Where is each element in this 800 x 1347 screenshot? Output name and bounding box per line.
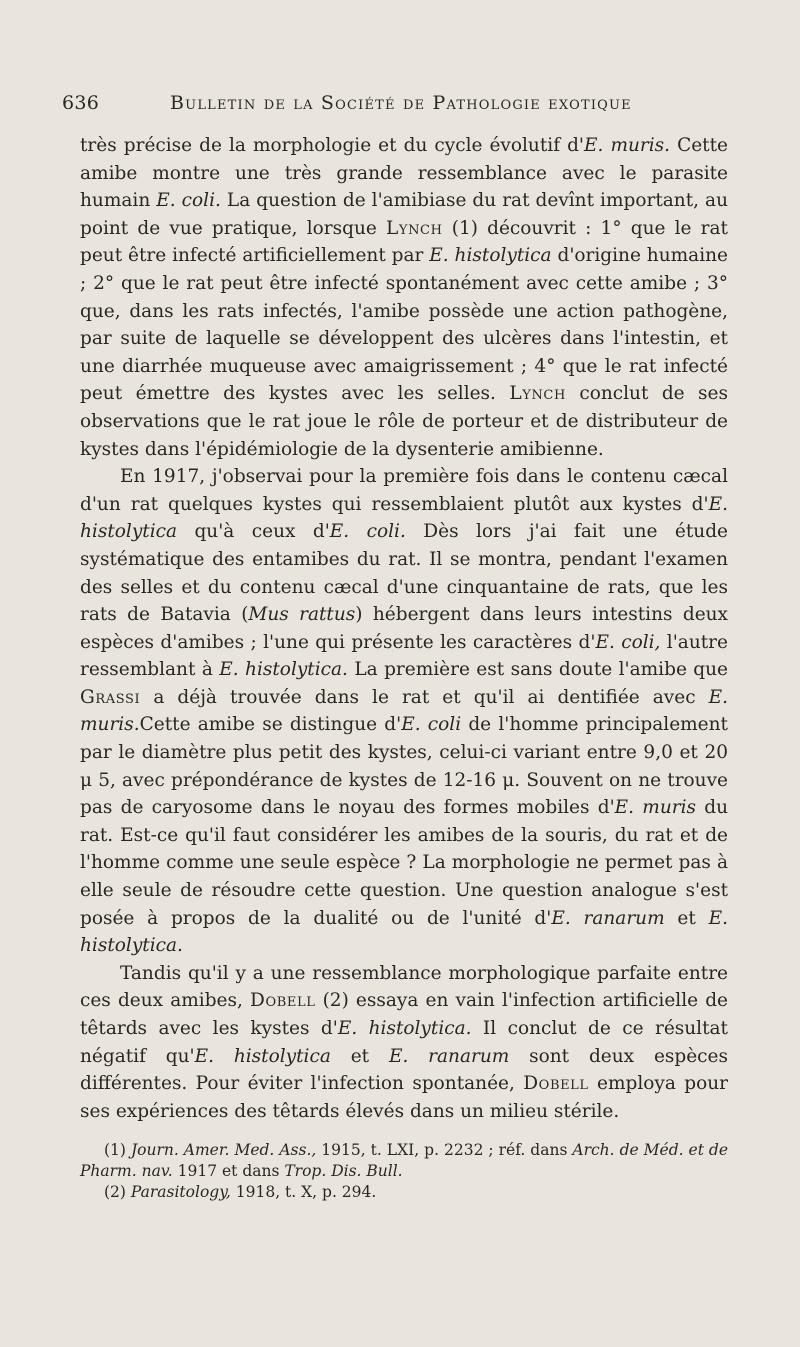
italic-run: E. coli, bbox=[595, 631, 661, 653]
text-run: En 1917, j'observai pour la première fois dans le contenu cæcal d'un rat quelques kystes qui ressemblaient plutôt aux kystes d' bbox=[80, 466, 728, 515]
text-run: (1) découvrit : 1° que le rat peut être infecté artificiellement par bbox=[80, 217, 728, 267]
text-run: d'origine humaine ; 2° que le rat peut être infecté spontanément avec cette amibe ; 3° que, dans les rats infectés, l'amibe possède une action pathogène, par suite de laquelle se développent des ulcères dans l'intestin, et une diarrhée muqueuse avec amaigrissement ; 4° que le rat infecté peut émettre des kystes avec les selles. bbox=[80, 245, 728, 405]
italic-run: Mus rattus bbox=[248, 604, 356, 626]
text-run: conclut de ses observations que le rat joue le rôle de porteur et de distributeur de kystes dans l'épidémiologie de la dysenterie amibienne. bbox=[80, 383, 728, 460]
text-run: du rat. Est-ce qu'il faut considérer les amibes de la souris, du rat et de l'homme comme une seule espèce ? La morphologie ne permet pas à elle seule de résoudre cette question. Une question analogue s'est posée à propos de la dualité ou de l'unité d' bbox=[80, 797, 728, 929]
text-run: (2) essaya en vain l'infection artificielle de têtards avec les kystes d' bbox=[80, 990, 729, 1039]
footnotes bbox=[80, 1140, 728, 1203]
text-run: 1918, t. X, p. 294. bbox=[230, 1183, 377, 1201]
italic-run: E. histolytica. bbox=[219, 659, 348, 681]
author-name: Dobell bbox=[523, 1073, 589, 1095]
text-run: La première est sans doute l'amibe que bbox=[347, 659, 728, 681]
italic-run: E. histolytica. bbox=[80, 907, 728, 957]
text-run: qu'à ceux d' bbox=[177, 521, 330, 543]
italic-run: E. histolytica bbox=[194, 1045, 331, 1067]
italic-run: E. histolytica bbox=[429, 245, 552, 267]
author-name: Grassi bbox=[80, 686, 141, 708]
text-run: Cette amibe se distingue d' bbox=[139, 714, 402, 736]
paragraph-1 bbox=[80, 132, 728, 463]
text-run: très précise de la morphologie et du cycle évolutif d' bbox=[80, 135, 585, 156]
italic-run: E. coli. bbox=[156, 190, 221, 212]
main-text bbox=[80, 132, 728, 1125]
paragraph-2 bbox=[80, 463, 728, 960]
journal-title: Bulletin de la Société de Pathologie exotique bbox=[170, 92, 632, 114]
italic-run: E. muris bbox=[614, 797, 696, 819]
author-name: Lynch bbox=[509, 383, 566, 405]
footnote-marker: (1) bbox=[104, 1141, 131, 1159]
italic-run: E. histolytica bbox=[80, 493, 728, 543]
text-run: sont deux espèces différentes. Pour éviter l'infection spontanée, bbox=[80, 1045, 728, 1095]
author-name: Dobell bbox=[250, 990, 316, 1012]
text-run: ) hébergent dans leurs intestins deux espèces d'amibes ; l'une qui présente les caractères d' bbox=[80, 604, 728, 653]
page-number: 636 bbox=[62, 92, 100, 114]
italic-run: Parasitology, bbox=[130, 1183, 231, 1201]
text-run: Cette amibe montre une très grande ressemblance avec le parasite humain bbox=[80, 135, 728, 212]
text-run: 1915, t. LXI, p. 2232 ; réf. dans bbox=[316, 1141, 573, 1159]
italic-run: E. ranarum bbox=[388, 1045, 510, 1067]
text-run: Il conclut de ce résultat négatif qu' bbox=[80, 1018, 728, 1067]
author-name: Lynch bbox=[386, 217, 443, 239]
text-run: 1917 et dans bbox=[172, 1162, 285, 1180]
text-run: et bbox=[664, 907, 709, 929]
running-header bbox=[62, 92, 752, 114]
italic-run: E. coli bbox=[401, 714, 462, 736]
italic-run: Trop. Dis. Bull. bbox=[284, 1162, 403, 1180]
italic-run: E. ranarum bbox=[551, 907, 665, 929]
italic-run: Journ. Amer. Med. Ass., bbox=[130, 1141, 317, 1159]
italic-run: E. histolytica. bbox=[337, 1018, 472, 1039]
text-run: de l'homme principalement par le diamètre plus petit des kystes, celui-ci variant entre 9,0 et 20 μ 5, avec prépondérance de kystes de 12-16 μ. Souvent on ne trouve pas de caryosome dans le noyau des formes mobiles d' bbox=[80, 714, 728, 819]
paragraph-3 bbox=[80, 960, 728, 1126]
text-run: l'autre ressemblant à bbox=[80, 631, 728, 681]
text-run: a déjà trouvée dans le rat et qu'il ai dentifiée avec bbox=[140, 686, 709, 708]
text-run: Tandis qu'il y a une ressemblance morphologique parfaite entre ces deux amibes, bbox=[80, 962, 728, 1012]
footnote-1 bbox=[80, 1140, 728, 1182]
text-run: Dès lors j'ai fait une étude systématique des entamibes du rat. Il se montra, pendant l'examen des selles et du contenu cæcal d'une cinquantaine de rats, que les rats de Batavia ( bbox=[80, 521, 729, 626]
text-run: et bbox=[330, 1045, 389, 1067]
text-run: employa pour ses expériences des têtards élevés dans un milieu stérile. bbox=[80, 1073, 729, 1122]
text-run: La question de l'amibiase du rat devînt important, au point de vue pratique, lorsque bbox=[80, 190, 728, 239]
italic-run: E. coli. bbox=[329, 521, 406, 543]
italic-run: E. muris. bbox=[584, 135, 671, 156]
italic-run: E. muris. bbox=[80, 686, 728, 736]
footnote-2 bbox=[80, 1182, 728, 1203]
italic-run: Arch. de Méd. et de Pharm. nav. bbox=[80, 1141, 729, 1180]
footnote-marker: (2) bbox=[104, 1183, 131, 1201]
